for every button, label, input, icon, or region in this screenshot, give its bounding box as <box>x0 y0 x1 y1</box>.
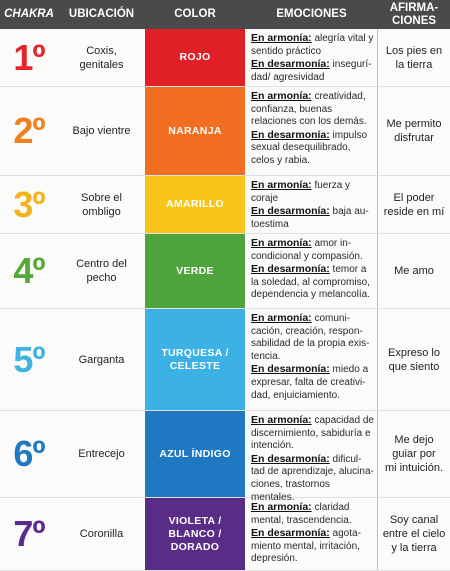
armonia-text <box>251 501 374 527</box>
desarmonia-text <box>251 129 374 168</box>
armonia-text <box>251 312 374 363</box>
armonia-label: En armonía: <box>251 501 312 513</box>
table-row <box>0 498 450 571</box>
ubicacion-cell: Coronilla <box>79 528 124 540</box>
color-cell: VIOLETA / BLANCO / DORADO <box>145 498 245 570</box>
chakra-number: 2º <box>13 110 45 151</box>
desarmonia-label: En desarmonía: <box>251 205 330 218</box>
armonia-text <box>251 237 374 263</box>
afirmacion-cell: Me amo <box>394 265 434 277</box>
color-cell: AZUL ÍNDIGO <box>145 411 245 497</box>
color-cell: ROJO <box>145 29 245 86</box>
armonia-value: creatividad, confianza, buenas relaciones con los demás. <box>251 91 367 128</box>
color-cell: VERDE <box>145 234 245 308</box>
ubicacion-cell: Entrecejo <box>78 448 125 460</box>
table-row <box>0 176 450 234</box>
armonia-value: claridad mental, trascendencia. <box>251 502 352 526</box>
emociones-cell <box>245 176 378 233</box>
ubicacion-cell: Sobre el ombligo <box>81 191 122 218</box>
desarmonia-text <box>251 205 374 231</box>
desarmonia-label: En desarmonía: <box>251 363 330 376</box>
header-emociones: EMOCIONES <box>276 8 347 20</box>
armonia-text <box>251 32 374 58</box>
armonia-value: fuerza y coraje <box>251 180 351 204</box>
color-cell: AMARILLO <box>145 176 245 233</box>
ubicacion-cell: Garganta <box>78 353 125 366</box>
desarmonia-text <box>251 363 374 402</box>
desarmonia-value: baja au-toestima <box>251 206 369 230</box>
color-cell: TURQUESA / CELESTE <box>145 309 245 410</box>
desarmonia-value: impulso sexual desequilibrado, celos y rabia. <box>251 129 368 166</box>
emociones-cell <box>245 411 378 503</box>
afirmacion-cell: Me permito disfrutar <box>386 118 442 144</box>
desarmonia-value: temor a la soledad, al compromiso, dependencia y melancolía. <box>251 264 370 301</box>
header-afirmaciones: AFIRMA- CIONES <box>389 1 439 27</box>
desarmonia-text <box>251 453 374 504</box>
ubicacion-cell: Bajo vientre <box>72 125 131 137</box>
emociones-cell <box>245 29 378 86</box>
armonia-value: comuni-cación, creación, respon-sabilidad de la propia exis-tencia. <box>251 313 370 362</box>
armonia-label: En armonía: <box>251 312 312 324</box>
chakra-number: 4º <box>13 250 45 291</box>
emociones-cell <box>245 234 378 308</box>
header-chakra: CHAKRA <box>4 8 54 20</box>
armonia-value: amor in-condicional y compasión. <box>251 238 363 262</box>
armonia-label: En armonía: <box>251 90 312 102</box>
chakra-number: 1º <box>13 36 45 78</box>
chakra-number: 7º <box>13 513 45 554</box>
table-row <box>0 234 450 309</box>
table-row <box>0 309 450 411</box>
afirmacion-cell: El poder reside en mí <box>383 191 445 218</box>
afirmacion-cell: Soy canal entre el cielo y la tierra <box>382 514 446 554</box>
emociones-cell <box>245 309 378 410</box>
armonia-value: capacidad de discernimiento, sabiduría e intención. <box>251 415 374 452</box>
desarmonia-label: En desarmonía: <box>251 527 330 540</box>
desarmonia-text <box>251 263 374 302</box>
armonia-text <box>251 179 374 205</box>
afirmacion-cell: Los pies en la tierra <box>385 44 443 71</box>
desarmonia-label: En desarmonía: <box>251 452 330 465</box>
armonia-text <box>251 414 374 453</box>
armonia-value: alegría vital y sentido práctico <box>251 33 374 57</box>
desarmonia-label: En desarmonía: <box>251 263 330 276</box>
table-row <box>0 411 450 503</box>
table-row <box>0 87 450 176</box>
armonia-text <box>251 90 374 129</box>
desarmonia-label: En desarmonía: <box>251 128 330 141</box>
emociones-cell <box>245 87 378 175</box>
ubicacion-cell: Centro del pecho <box>76 258 127 284</box>
armonia-label: En armonía: <box>251 414 312 426</box>
armonia-label: En armonía: <box>251 32 312 44</box>
header-ubicacion: UBICACIÓN <box>68 8 135 20</box>
table-row <box>0 29 450 87</box>
desarmonia-value: insegurí-dad/ agresividad <box>251 59 372 83</box>
desarmonia-value: miedo a expresar, falta de creativi-dad, enjuiciamiento. <box>251 364 369 401</box>
ubicacion-cell: Coxis, genitales <box>79 44 124 71</box>
armonia-label: En armonía: <box>251 179 312 191</box>
emociones-cell <box>245 498 378 570</box>
armonia-label: En armonía: <box>251 237 312 249</box>
chakra-number: 3º <box>13 183 45 225</box>
afirmacion-cell: Me dejo guiar por mi intuición. <box>384 434 444 474</box>
desarmonia-label: En desarmonía: <box>251 58 330 71</box>
chakra-number: 6º <box>13 433 45 474</box>
table-header <box>0 0 450 29</box>
desarmonia-value: dificul-tad de aprendizaje, alucina-ciones, trastornos mentales. <box>251 453 374 503</box>
afirmacion-cell: Expreso lo que siento <box>388 346 440 373</box>
header-color: COLOR <box>174 8 216 20</box>
desarmonia-text <box>251 58 374 84</box>
desarmonia-value: agota-miento mental, irritación, depresión. <box>251 528 361 565</box>
chakra-number: 5º <box>13 338 45 380</box>
color-cell: NARANJA <box>145 87 245 175</box>
desarmonia-text <box>251 527 374 566</box>
